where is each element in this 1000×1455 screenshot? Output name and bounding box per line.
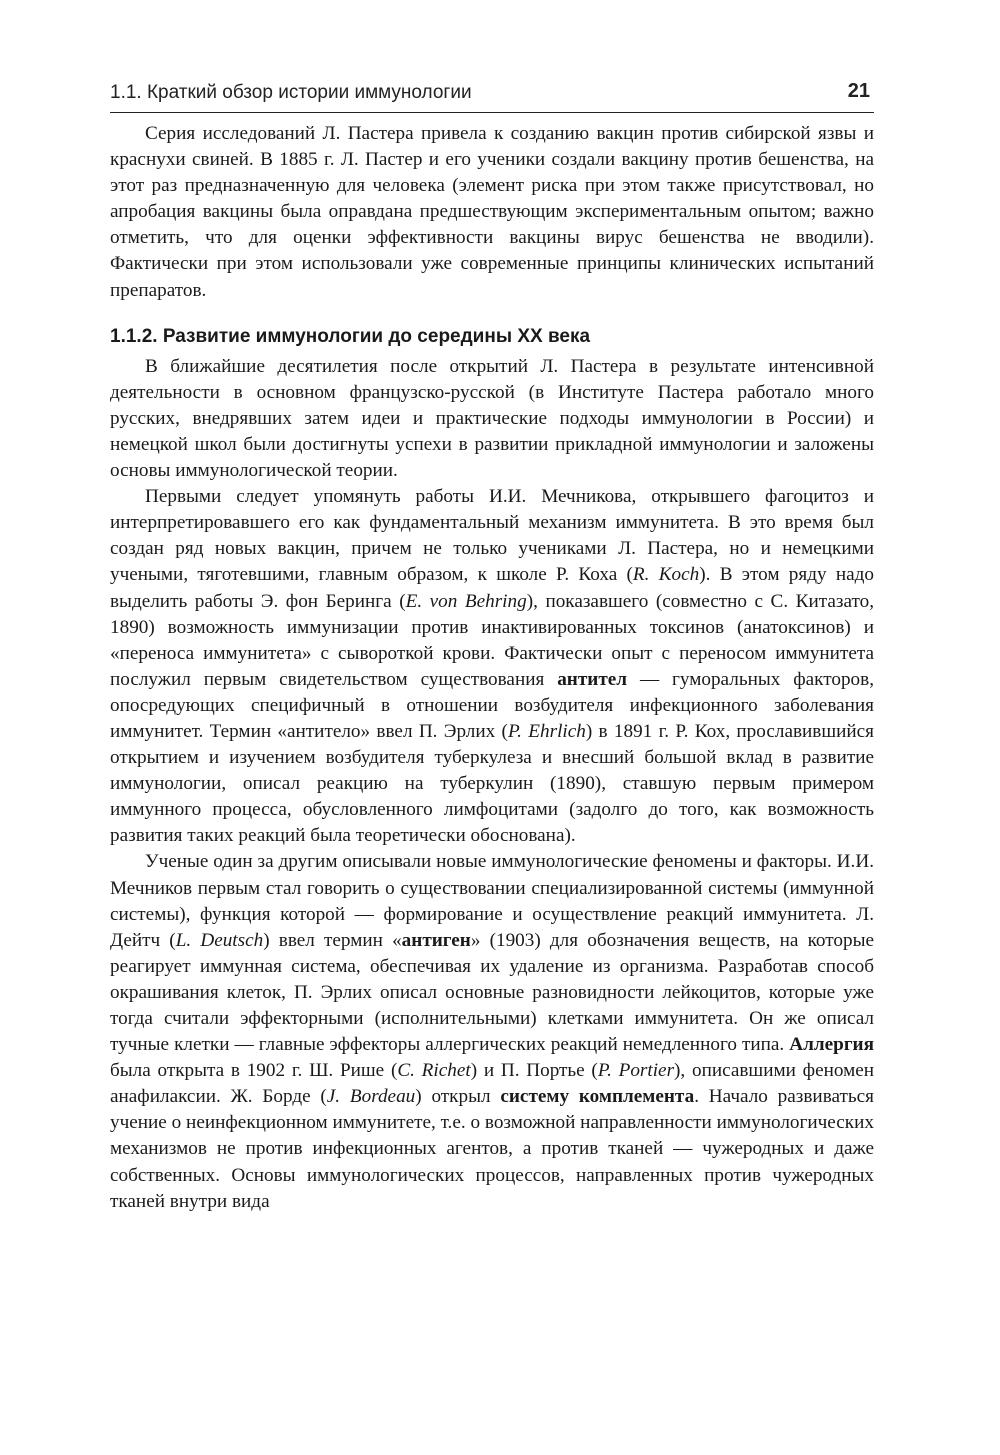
running-header [110,78,874,113]
paragraph-phenomena [110,849,874,1214]
section-heading: 1.1.2. Развитие иммунологии до середины XX века [110,325,591,347]
text-run: Ученые один за другим описывали новые иммунологические феномены и факторы. И.И. Мечников первым стал говорить о существовании специализированной системы (иммунной системы), функция которой — формирование и осуществление реакций иммунитета. Л. Дейтч ( [110,851,874,951]
text-run: была открыта в 1902 г. Ш. Рише ( [110,1060,398,1082]
text-run: ) в 1891 г. Р. Кох, прославившийся открытием и изучением возбудителя туберкулеза и внесший большой вклад в развитие иммунологии, описал реакцию на туберкулин (1890), ставшую первым примером иммунного процесса, обусловленного лимфоцитами (задолго до того, как возможность развития таких реакций была теоретически обоснована). [110,720,874,847]
page-number: 21 [847,80,870,102]
latin-name-deutsch: L. Deutsch [175,929,264,951]
text-run: ), показавшего (совместно с С. Китазато, 1890) возможность иммунизации против инактивированных токсинов (анатоксинов) и «переноса иммунитета» с сывороткой крови. Фактически опыт с переносом иммунитета послужил первым свидетельством существования [110,590,874,690]
latin-name-richet: C. Richet [397,1060,471,1082]
latin-name-koch: R. Koch [632,564,700,586]
text-run: ) открыл [415,1086,501,1108]
chapter-title: 1.1. Краткий обзор истории иммунологии [110,82,472,103]
text-run: ), описавшими феномен анафилаксии. Ж. Борде ( [110,1060,875,1108]
latin-name-ehrlich: P. Ehrlich [507,720,586,742]
term-complement-system: систему комплемента [500,1086,695,1108]
text-run: » (1903) для обозначения веществ, на которые реагирует иммунная система, обеспечивая их удаление из организма. Разработав способ окрашивания клеток, П. Эрлих описал основные разновидности лейкоцитов, которые уже тогда считали эффекторными (исполнительными) клетками иммунитета. Он же описал тучные клетки — главные эффекторы аллергических реакций немедленного типа. [110,929,874,1056]
latin-name-bordeau: J. Bordeau [326,1086,416,1108]
text-run: — гуморальных факторов, опосредующих специфичный в отношении возбудителя инфекционного заболевания иммунитет. Термин «антитело» ввел П. Эрлих ( [110,668,874,742]
text-run: ) и П. Портье ( [470,1060,598,1082]
page-body [110,121,874,1215]
paragraph-schools: В ближайшие десятилетия после открытий Л. Пастера в результате интенсивной деятельности в основном французско-русской (в Институте Пастера работало много русских, внедрявших затем идеи и практические подходы иммунологии в России) и немецкой школ были достигнуты успехи в развитии прикладной иммунологии и заложены основы иммунологической теории. [110,355,874,482]
latin-name-portier: P. Portier [597,1060,675,1082]
term-antibodies: антител [557,668,628,690]
paragraph-mechnikov [110,484,874,849]
latin-name-behring: E. von Behring [405,590,527,612]
text-run: Первыми следует упомянуть работы И.И. Мечникова, открывшего фагоцитоз и интерпретировавшего его как фундаментальный механизм иммунитета. В это время был создан ряд новых вакцин, причем не только учениками Л. Пастера, но и немецкими учеными, тяготевшими, главным образом, к школе Р. Коха ( [110,486,874,586]
paragraph-pasteur-vaccines: Серия исследований Л. Пастера привела к созданию вакцин против сибирской язвы и краснухи свиней. В 1885 г. Л. Пастер и его ученики создали вакцину против бешенства, на этот раз предназначенную для человека (элемент риска при этом также присутствовал, но апробация вакцины была оправдана предшествующим экспериментальным опытом; важно отметить, что для оценки эффективности вакцины вирус бешенства не вводили). Фактически при этом использовали уже современные принципы клинических испытаний препаратов. [110,123,874,301]
text-run: ). В этом ряду надо выделить работы Э. фон Беринга ( [110,564,874,612]
text-run: . Начало развиваться учение о неинфекционном иммунитете, т.е. о возможной направленности иммунологических механизмов не против инфекционных агентов, а против тканей — чужеродных и даже собственных. Основы иммунологических процессов, направленных против чужеродных тканей внутри вида [110,1086,875,1212]
text-run: ) ввел термин « [263,929,402,951]
term-allergy: Аллергия [789,1034,874,1056]
term-antigen: антиген [401,929,471,951]
